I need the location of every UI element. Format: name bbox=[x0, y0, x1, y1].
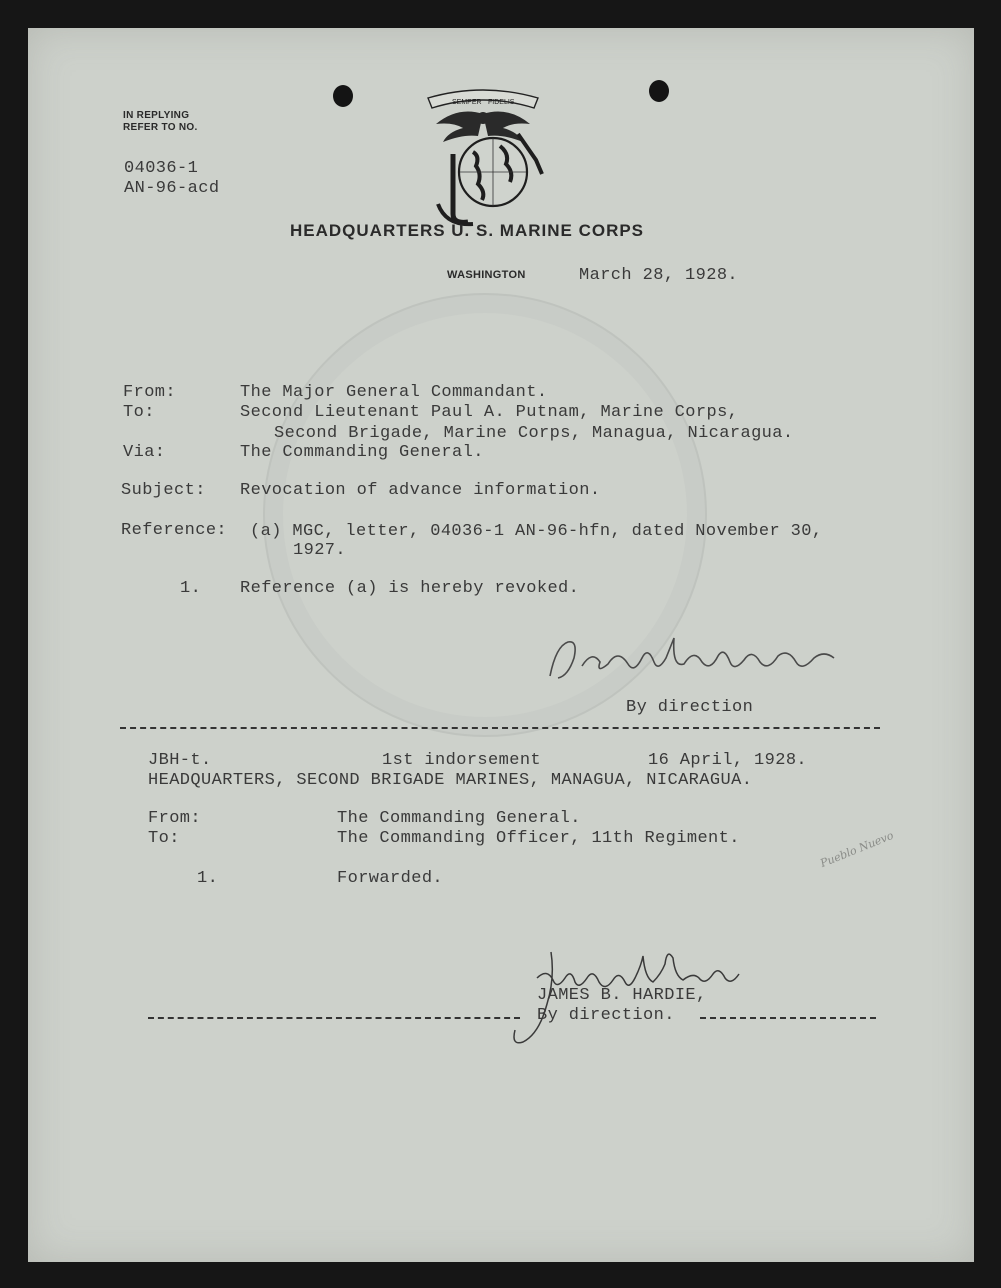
punch-hole-right bbox=[649, 80, 669, 102]
indorsement-signer-name: JAMES B. HARDIE, bbox=[537, 986, 707, 1005]
reference-value-line-1: (a) MGC, letter, 04036-1 AN-96-hfn, dated November 30, bbox=[250, 522, 823, 541]
dashed-divider-top bbox=[120, 727, 880, 729]
dashed-divider-bottom-right bbox=[700, 1017, 876, 1019]
city-label: WASHINGTON bbox=[447, 269, 526, 281]
punch-hole-left bbox=[333, 85, 353, 107]
reply-label bbox=[123, 110, 198, 134]
document-page bbox=[28, 28, 974, 1262]
reply-line-2: REFER TO NO. bbox=[123, 122, 198, 133]
to-label: To: bbox=[123, 403, 155, 422]
indorsement-paragraph-text: Forwarded. bbox=[337, 869, 444, 888]
handwritten-signature-1 bbox=[538, 628, 848, 688]
via-value: The Commanding General. bbox=[240, 443, 484, 462]
indorsement-title: 1st indorsement bbox=[382, 751, 542, 770]
indorsement-to-label: To: bbox=[148, 829, 180, 848]
subject-value: Revocation of advance information. bbox=[240, 481, 601, 500]
via-label: Via: bbox=[123, 443, 166, 462]
indorsement-from-value: The Commanding General. bbox=[337, 809, 581, 828]
indorsement-date: 16 April, 1928. bbox=[648, 751, 808, 770]
eagle-globe-anchor-emblem bbox=[418, 84, 548, 234]
file-number-2: AN-96-acd bbox=[124, 179, 220, 198]
from-label: From: bbox=[123, 383, 177, 402]
emblem-banner-right: FIDELIS bbox=[488, 99, 515, 106]
org-title: HEADQUARTERS U. S. MARINE CORPS bbox=[290, 221, 645, 240]
indorsement-hq-line: HEADQUARTERS, SECOND BRIGADE MARINES, MANAGUA, NICARAGUA. bbox=[148, 771, 753, 790]
by-direction-note: By direction bbox=[626, 698, 754, 717]
dashed-divider-bottom-left bbox=[148, 1017, 520, 1019]
indorsement-paragraph-number: 1. bbox=[197, 869, 219, 888]
reply-line-1: IN REPLYING bbox=[123, 110, 190, 121]
indorsement-signer-note: By direction. bbox=[537, 1006, 675, 1025]
indorsement-from-label: From: bbox=[148, 809, 202, 828]
subject-label: Subject: bbox=[121, 481, 206, 500]
from-value: The Major General Commandant. bbox=[240, 383, 548, 402]
pencil-margin-note: Pueblo Nuevo bbox=[818, 828, 896, 871]
reference-value-line-2: 1927. bbox=[293, 541, 347, 560]
paragraph-number: 1. bbox=[180, 579, 202, 598]
indorsement-to-value: The Commanding Officer, 11th Regiment. bbox=[337, 829, 740, 848]
reference-label: Reference: bbox=[121, 521, 228, 540]
emblem-banner-left: SEMPER bbox=[452, 99, 482, 106]
indorsement-code: JBH-t. bbox=[148, 751, 212, 770]
to-value-line-1: Second Lieutenant Paul A. Putnam, Marine Corps, bbox=[240, 403, 739, 422]
letter-date: March 28, 1928. bbox=[579, 266, 739, 285]
file-number-1: 04036-1 bbox=[124, 159, 199, 178]
paragraph-text: Reference (a) is hereby revoked. bbox=[240, 579, 580, 598]
to-value-line-2: Second Brigade, Marine Corps, Managua, Nicaragua. bbox=[274, 424, 794, 443]
